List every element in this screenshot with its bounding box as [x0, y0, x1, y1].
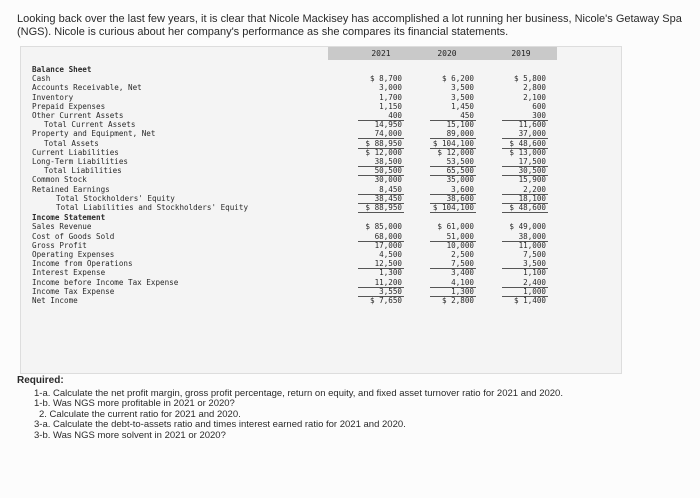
balance-cell-2019: $ 13,000	[509, 147, 546, 157]
balance-cell-2019: 15,900	[518, 175, 546, 185]
balance-cell-2019: 18,100	[518, 193, 546, 203]
income-cell-2019: 3,500	[523, 259, 546, 269]
income-cell-2020: 3,400	[451, 268, 474, 278]
income-cell-2019: 1,000	[523, 286, 546, 296]
balance-cell-2020: 3,500	[451, 92, 474, 102]
balance-cell-2020: 65,500	[446, 166, 474, 176]
balance-row-label: Total Liabilities	[44, 166, 122, 176]
balance-cell-2019: 37,000	[518, 129, 546, 139]
balance-cell-2020: 15,100	[446, 120, 474, 130]
balance-cell-2021: 8,450	[379, 184, 402, 194]
income-statement-title: Income Statement	[32, 213, 106, 223]
income-row-label: Income Tax Expense	[32, 286, 115, 296]
balance-row-label: Retained Earnings	[32, 184, 110, 194]
balance-row-label: Common Stock	[32, 175, 87, 185]
balance-cell-2019: 2,800	[523, 83, 546, 93]
balance-sheet-title: Balance Sheet	[32, 65, 92, 74]
income-cell-2020: 2,500	[451, 250, 474, 259]
balance-cell-2020: 89,000	[446, 129, 474, 139]
balance-row-label: Accounts Receivable, Net	[32, 83, 142, 93]
income-cell-2019: 11,000	[518, 240, 546, 250]
balance-cell-2021: 30,000	[374, 175, 402, 185]
balance-cell-2019: 17,500	[518, 157, 546, 166]
balance-row-label: Total Liabilities and Stockholders' Equity	[56, 203, 249, 212]
balance-cell-2020: 1,450	[451, 101, 474, 111]
balance-cell-2020: 3,500	[451, 83, 474, 93]
balance-cell-2021: 14,950	[374, 120, 402, 130]
required-item: 1-a. Calculate the net profit margin, gross profit percentage, return on equity, and fixed asset turnover ratio for 2021 and 2020.	[34, 387, 563, 399]
balance-row-label: Other Current Assets	[32, 111, 124, 120]
income-cell-2021: 4,500	[379, 250, 402, 259]
required-section	[17, 376, 677, 442]
total-underline	[358, 212, 404, 213]
income-cell-2021: 17,000	[374, 240, 402, 250]
income-cell-2021: 3,550	[379, 286, 402, 296]
balance-cell-2019: 2,100	[523, 92, 546, 102]
balance-cell-2019: 2,200	[523, 184, 546, 194]
balance-cell-2021: 74,000	[374, 129, 402, 139]
income-cell-2020: 4,100	[451, 277, 474, 287]
balance-row-label: Cash	[32, 74, 51, 84]
balance-cell-2021: 400	[388, 111, 402, 120]
balance-cell-2021: 38,500	[374, 157, 402, 166]
income-cell-2020: 7,500	[451, 259, 474, 269]
balance-cell-2020: 450	[460, 111, 474, 120]
year-2019-header: 2019	[511, 49, 531, 58]
balance-cell-2021: 1,700	[379, 92, 402, 102]
balance-cell-2021: $ 12,000	[365, 147, 402, 157]
income-cell-2019: 2,400	[523, 277, 546, 287]
balance-row-label: Total Current Assets	[44, 120, 136, 130]
balance-row-label: Total Assets	[44, 138, 99, 148]
year-2020-header: 2020	[437, 49, 457, 58]
balance-row-label: Long-Term Liabilities	[32, 157, 129, 166]
year-header-bar	[328, 47, 557, 60]
balance-cell-2020: 3,600	[451, 184, 474, 194]
balance-cell-2021: $ 88,950	[365, 203, 402, 212]
balance-row-label: Inventory	[32, 92, 74, 102]
intro-paragraph: Looking back over the last few years, it is clear that Nicole Mackisey has accomplished a lot running her business, Nicole's Getaway Spa (NGS). Nicole is curious about her company's performance as she compares its financial statements.	[17, 13, 682, 38]
year-2021-header: 2021	[371, 49, 391, 58]
required-item: 3-b. Was NGS more solvent in 2021 or 2020?	[34, 429, 226, 441]
required-item: 2. Calculate the current ratio for 2021 and 2020.	[39, 408, 241, 420]
balance-cell-2019: 600	[532, 101, 546, 111]
income-row-label: Sales Revenue	[32, 222, 92, 232]
income-cell-2019: 38,000	[518, 231, 546, 241]
income-row-label: Income before Income Tax Expense	[32, 277, 179, 287]
balance-row-label: Property and Equipment, Net	[32, 129, 156, 139]
income-cell-2021: $ 85,000	[365, 222, 402, 232]
income-cell-2020: 51,000	[446, 231, 474, 241]
income-cell-2019: 7,500	[523, 250, 546, 259]
income-cell-2021: 12,500	[374, 259, 402, 269]
income-cell-2021: 11,200	[374, 277, 402, 287]
balance-cell-2021: 38,450	[374, 193, 402, 203]
balance-cell-2019: 11,600	[518, 120, 546, 130]
income-cell-2021: 1,300	[379, 268, 402, 278]
income-cell-2019: 1,100	[523, 268, 546, 278]
total-underline	[430, 212, 476, 213]
balance-cell-2019: $ 5,800	[513, 74, 546, 84]
balance-cell-2020: 35,000	[446, 175, 474, 185]
income-cell-2019: $ 1,400	[513, 296, 546, 305]
balance-cell-2019: 300	[532, 111, 546, 120]
total-underline	[502, 212, 548, 213]
balance-cell-2021: $ 88,950	[365, 138, 402, 148]
income-cell-2020: 1,300	[451, 286, 474, 296]
balance-cell-2021: 1,150	[379, 101, 402, 111]
income-row-label: Operating Expenses	[32, 250, 115, 259]
required-item: 1-b. Was NGS more profitable in 2021 or 2020?	[34, 398, 235, 410]
balance-cell-2020: 53,500	[446, 157, 474, 166]
income-cell-2021: $ 7,650	[369, 296, 402, 305]
balance-cell-2020: $ 6,200	[441, 74, 474, 84]
required-list	[17, 389, 677, 442]
balance-cell-2021: 3,000	[379, 83, 402, 93]
balance-row-label: Total Stockholders' Equity	[56, 193, 175, 203]
income-row-label: Interest Expense	[32, 268, 106, 278]
income-row-label: Net Income	[32, 296, 78, 305]
income-cell-2020: $ 61,000	[437, 222, 474, 232]
balance-cell-2019: 30,500	[518, 166, 546, 176]
balance-cell-2021: $ 8,700	[369, 74, 402, 84]
balance-cell-2020: 38,600	[446, 193, 474, 203]
income-cell-2020: 10,000	[446, 240, 474, 250]
balance-cell-2019: $ 48,600	[509, 203, 546, 212]
income-row-label: Gross Profit	[32, 240, 87, 250]
balance-row-label: Prepaid Expenses	[32, 101, 106, 111]
balance-row-label: Current Liabilities	[32, 147, 119, 157]
income-row-label: Income from Operations	[32, 259, 133, 269]
income-cell-2021: 68,000	[374, 231, 402, 241]
required-item: 3-a. Calculate the debt-to-assets ratio and times interest earned ratio for 2021 and 2020.	[34, 419, 406, 431]
income-row-label: Cost of Goods Sold	[32, 231, 115, 241]
balance-cell-2021: 50,500	[374, 166, 402, 176]
balance-cell-2019: $ 48,600	[509, 138, 546, 148]
balance-cell-2020: $ 12,000	[437, 147, 474, 157]
income-cell-2019: $ 49,000	[509, 222, 546, 232]
balance-cell-2020: $ 104,100	[432, 138, 474, 148]
balance-cell-2020: $ 104,100	[432, 203, 474, 212]
required-title: Required:	[17, 375, 64, 386]
income-cell-2020: $ 2,800	[441, 296, 474, 305]
